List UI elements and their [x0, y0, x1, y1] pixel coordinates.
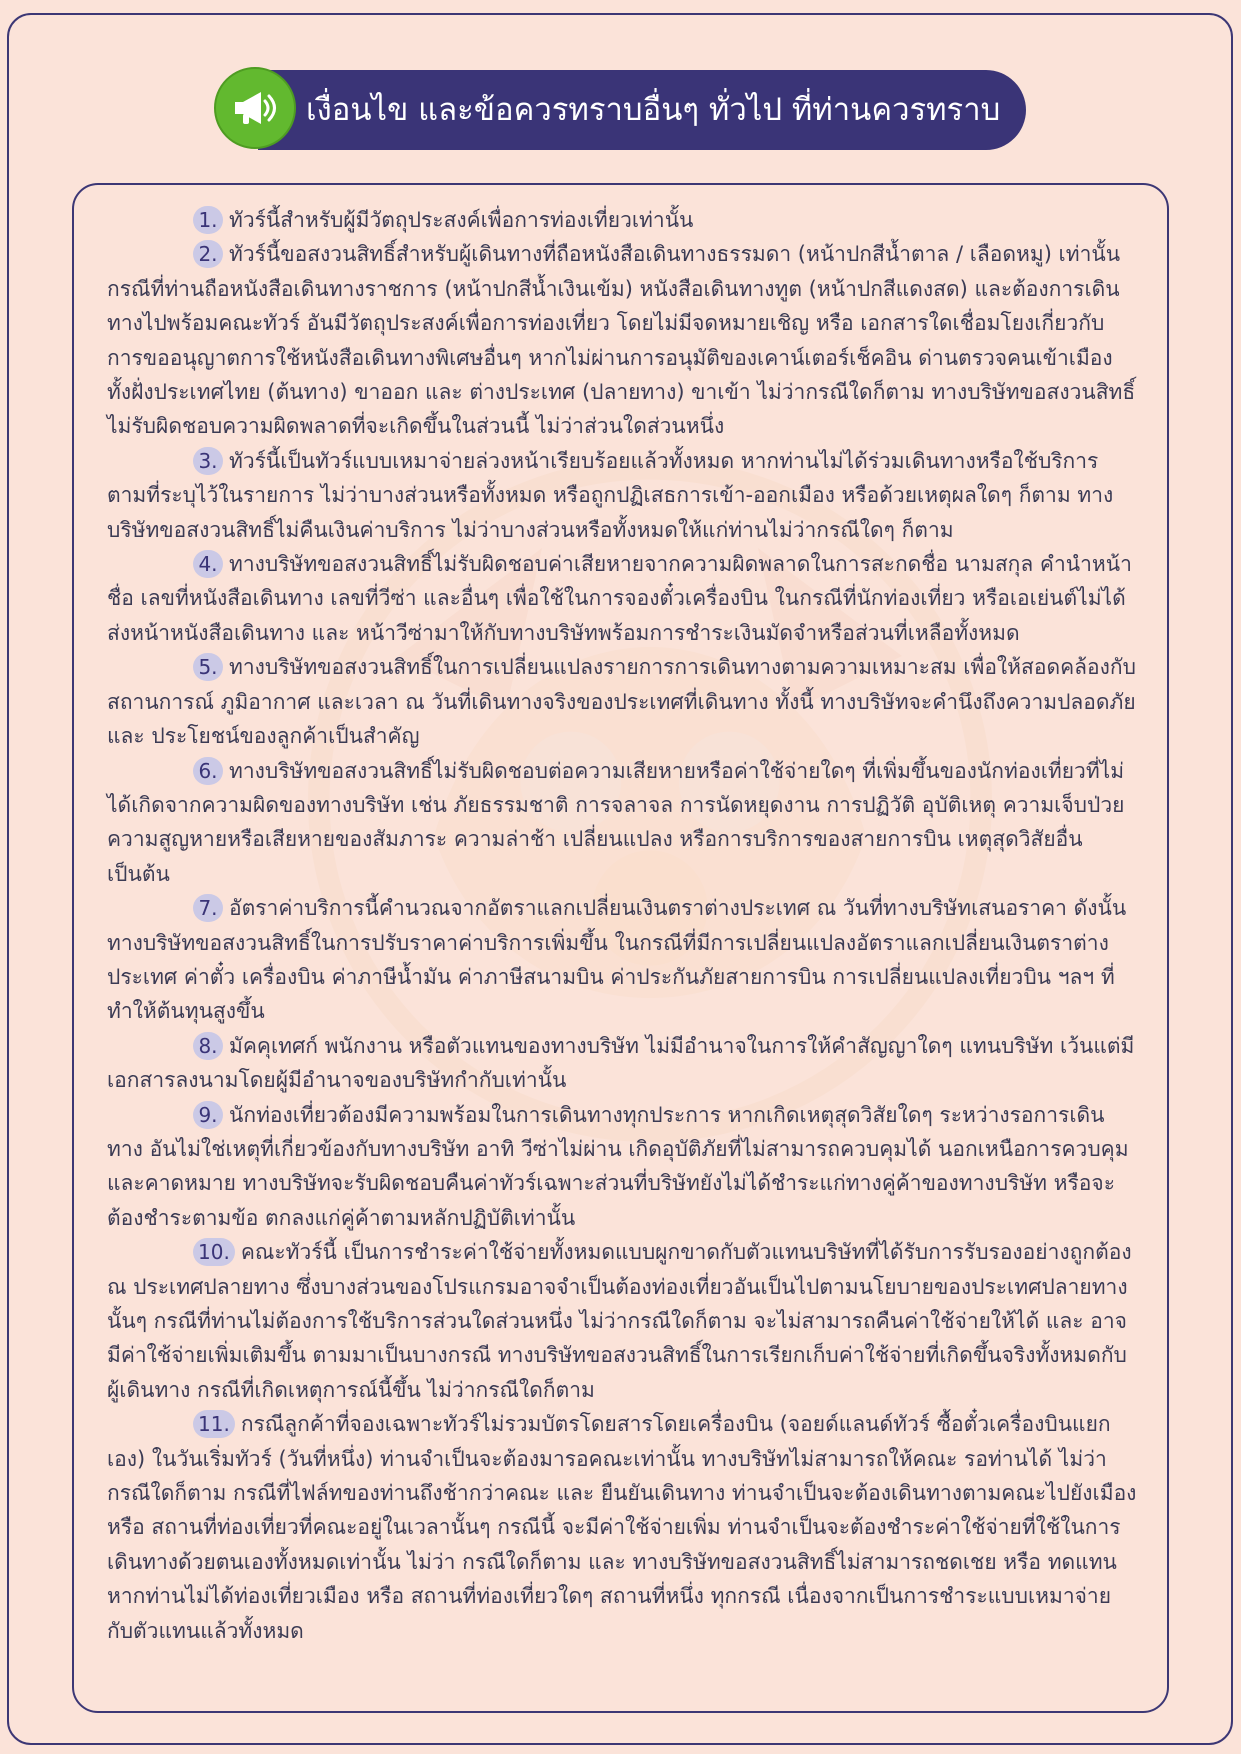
terms-list: [107, 203, 1137, 1648]
term-number-badge: 3.: [193, 447, 223, 475]
term-item: [107, 891, 1137, 1029]
megaphone-icon: [214, 67, 296, 149]
term-number-badge: 6.: [193, 757, 223, 785]
term-item: [107, 754, 1137, 892]
page-title: เงื่อนไข และข้อควรทราบอื่นๆ ทั่วไป ที่ท่านควรทราบ: [306, 92, 1001, 128]
term-item: [107, 203, 1137, 237]
term-number-badge: 5.: [193, 653, 223, 681]
term-item: [107, 1407, 1137, 1648]
term-number-badge: 1.: [193, 206, 223, 234]
term-text: นักท่องเที่ยวต้องมีความพร้อมในการเดินทางทุกประการ หากเกิดเหตุสุดวิสัยใดๆ ระหว่างรอการเดินทาง อันไม่ใช่เหตุที่เกี่ยวข้องกับทางบริษัท อาทิ วีซ่าไม่ผ่าน เกิดอุบัติภัยที่ไม่สามารถควบคุมได้ นอกเหนือการควบคุมและคาดหมาย ทางบริษัทจะรับผิดชอบคืนค่าทัวร์เฉพาะส่วนที่บริษัทยังไม่ได้ชำระแก่ทางคู่ค้าของทางบริษัท หรือจะต้องชำระตามข้อ ตกลงแก่คู่ค้าตามหลักปฏิบัติเท่านั้น: [107, 1102, 1129, 1230]
term-text: ทัวร์นี้เป็นทัวร์แบบเหมาจ่ายล่วงหน้าเรียบร้อยแล้วทั้งหมด หากท่านไม่ได้ร่วมเดินทางหรือใช้บริการตามที่ระบุไว้ในรายการ ไม่ว่าบางส่วนหรือทั้งหมด หรือถูกปฏิเสธการเข้า-ออกเมือง หรือด้วยเหตุผลใดๆ ก็ตาม ทางบริษัทขอสงวนสิทธิ์ไม่คืนเงินค่าบริการ ไม่ว่าบางส่วนหรือทั้งหมดให้แก่ท่านไม่ว่ากรณีใดๆ ก็ตาม: [107, 448, 1114, 542]
term-number-badge: 8.: [193, 1032, 223, 1060]
term-text: ทัวร์นี้สำหรับผู้มีวัตถุประสงค์เพื่อการท่องเที่ยวเท่านั้น: [229, 208, 694, 232]
term-number-badge: 2.: [193, 240, 223, 268]
term-text: ทัวร์นี้ขอสงวนสิทธิ์สำหรับผู้เดินทางที่ถือหนังสือเดินทางธรรมดา (หน้าปกสีน้ำตาล / เลือดหมู) เท่านั้น กรณีที่ท่านถือหนังสือเดินทางราชการ (หน้าปกสีน้ำเงินเข้ม) หนังสือเดินทางทูต (หน้าปกสีแดงสด) และต้องการเดินทางไปพร้อมคณะทัวร์ อันมีวัตถุประสงค์เพื่อการท่องเที่ยว โดยไม่มีจดหมายเชิญ หรือ เอกสารใดเชื่อมโยงเกี่ยวกับการขออนุญาตการใช้หนังสือเดินทางพิเศษอื่นๆ หากไม่ผ่านการอนุมัติของเคาน์เตอร์เช็คอิน ด่านตรวจคนเข้าเมือง ทั้งฝั่งประเทศไทย (ต้นทาง) ขาออก และ ต่างประเทศ (ปลายทาง) ขาเข้า ไม่ว่ากรณีใดก็ตาม ทางบริษัทขอสงวนสิทธิ์ไม่รับผิดชอบความผิดพลาดที่จะเกิดขึ้นในส่วนนี้ ไม่ว่าส่วนใดส่วนหนึ่ง: [107, 242, 1136, 439]
term-item: [107, 547, 1137, 650]
term-item: [107, 444, 1137, 547]
term-text: ทางบริษัทขอสงวนสิทธิ์ไม่รับผิดชอบต่อความเสียหายหรือค่าใช้จ่ายใดๆ ที่เพิ่มขึ้นของนักท่องเที่ยวที่ไม่ได้เกิดจากความผิดของทางบริษัท เช่น ภัยธรรมชาติ การจลาจล การนัดหยุดงาน การปฏิวัติ อุบัติเหตุ ความเจ็บป่วย ความสูญหายหรือเสียหายของสัมภาระ ความล่าช้า เปลี่ยนแปลง หรือการบริการของสายการบิน เหตุสุดวิสัยอื่น เป็นต้น: [107, 758, 1125, 886]
term-item: [107, 1098, 1137, 1236]
term-item: [107, 1029, 1137, 1098]
term-text: ทางบริษัทขอสงวนสิทธิ์ไม่รับผิดชอบค่าเสียหายจากความผิดพลาดในการสะกดชื่อ นามสกุล คำนำหน้าชื่อ เลขที่หนังสือเดินทาง เลขที่วีซ่า และอื่นๆ เพื่อใช้ในการจองตั๋วเครื่องบิน ในกรณีที่นักท่องเที่ยว หรือเอเย่นต์ไม่ได้ส่งหน้าหนังสือเดินทาง และ หน้าวีซ่ามาให้กับทางบริษัทพร้อมการชำระเงินมัดจำหรือส่วนที่เหลือทั้งหมด: [107, 552, 1132, 645]
term-number-badge: 4.: [193, 550, 223, 578]
term-text: กรณีลูกค้าที่จองเฉพาะทัวร์ไม่รวมบัตรโดยสารโดยเครื่องบิน (จอยด์แลนด์ทัวร์ ซื้อตั๋วเครื่องบินแยกเอง) ในวันเริ่มทัวร์ (วันที่หนึ่ง) ท่านจำเป็นจะต้องมารอคณะเท่านั้น ทางบริษัทไม่สามารถให้คณะ รอท่านได้ ไม่ว่ากรณีใดก็ตาม กรณีที่ไฟล์ทของท่านถึงช้ากว่าคณะ และ ยืนยันเดินทาง ท่านจำเป็นจะต้องเดินทางตามคณะไปยังเมือง หรือ สถานที่ท่องเที่ยวที่คณะอยู่ในเวลานั้นๆ กรณีนี้ จะมีค่าใช้จ่ายเพิ่ม ท่านจำเป็นจะต้องชำระค่าใช้จ่ายที่ใช้ในการเดินทางด้วยตนเองทั้งหมดเท่านั้น ไม่ว่า กรณีใดก็ตาม และ ทางบริษัทขอสงวนสิทธิ์ไม่สามารถชดเชย หรือ ทดแทน หากท่านไม่ได้ท่องเที่ยวเมือง หรือ สถานที่ท่องเที่ยวใดๆ สถานที่หนึ่ง ทุกกรณี เนื่องจากเป็นการชำระแบบเหมาจ่ายกับตัวแทนแล้วทั้งหมด: [107, 1412, 1137, 1643]
term-item: [107, 1235, 1137, 1407]
term-number-badge: 9.: [193, 1101, 223, 1129]
term-number-badge: 10.: [193, 1238, 235, 1266]
term-text: มัคคุเทศก์ พนักงาน หรือตัวแทนของทางบริษัท ไม่มีอำนาจในการให้คำสัญญาใดๆ แทนบริษัท เว้นแต่มีเอกสารลงนามโดยผู้มีอำนาจของบริษัทกำกับเท่านั้น: [107, 1033, 1135, 1093]
term-number-badge: 7.: [193, 894, 223, 922]
term-item: [107, 650, 1137, 753]
term-item: [107, 237, 1137, 443]
term-number-badge: 11.: [193, 1410, 235, 1438]
header-banner: [214, 67, 1026, 153]
term-text: ทางบริษัทขอสงวนสิทธิ์ในการเปลี่ยนแปลงรายการการเดินทางตามความเหมาะสม เพื่อให้สอดคล้องกับ สถานการณ์ ภูมิอากาศ และเวลา ณ วันที่เดินทางจริงของประเทศที่เดินทาง ทั้งนี้ ทางบริษัทจะคำนึงถึงความปลอดภัย และ ประโยชน์ของลูกค้าเป็นสำคัญ: [107, 655, 1136, 749]
term-text: คณะทัวร์นี้ เป็นการชำระค่าใช้จ่ายทั้งหมดแบบผูกขาดกับตัวแทนบริษัทที่ได้รับการรับรองอย่างถูกต้อง ณ ประเทศปลายทาง ซึ่งบางส่วนของโปรแกรมอาจจำเป็นต้องท่องเที่ยวอันเป็นไปตามนโยบายของประเทศปลายทางนั้นๆ กรณีที่ท่านไม่ต้องการใช้บริการส่วนใดส่วนหนึ่ง ไม่ว่ากรณีใดก็ตาม จะไม่สามารถคืนค่าใช้จ่ายให้ได้ และ อาจมีค่าใช้จ่ายเพิ่มเติมขึ้น ตามมาเป็นบางกรณี ทางบริษัทขอสงวนสิทธิ์ในการเรียกเก็บค่าใช้จ่ายที่เกิดขึ้นจริงทั้งหมดกับผู้เดินทาง กรณีที่เกิดเหตุการณ์นี้ขึ้น ไม่ว่ากรณีใดก็ตาม: [107, 1240, 1132, 1402]
term-text: อัตราค่าบริการนี้คำนวณจากอัตราแลกเปลี่ยนเงินตราต่างประเทศ ณ วันที่ทางบริษัทเสนอราคา ดังนั้น ทางบริษัทขอสงวนสิทธิ์ในการปรับราคาค่าบริการเพิ่มขึ้น ในกรณีที่มีการเปลี่ยนแปลงอัตราแลกเปลี่ยนเงินตราต่างประเทศ ค่าตั๋ว เครื่องบิน ค่าภาษีน้ำมัน ค่าภาษีสนามบิน ค่าประกันภัยสายการบิน การเปลี่ยนแปลงเที่ยวบิน ฯลฯ ที่ทำให้ต้นทุนสูงขึ้น: [107, 896, 1127, 1024]
